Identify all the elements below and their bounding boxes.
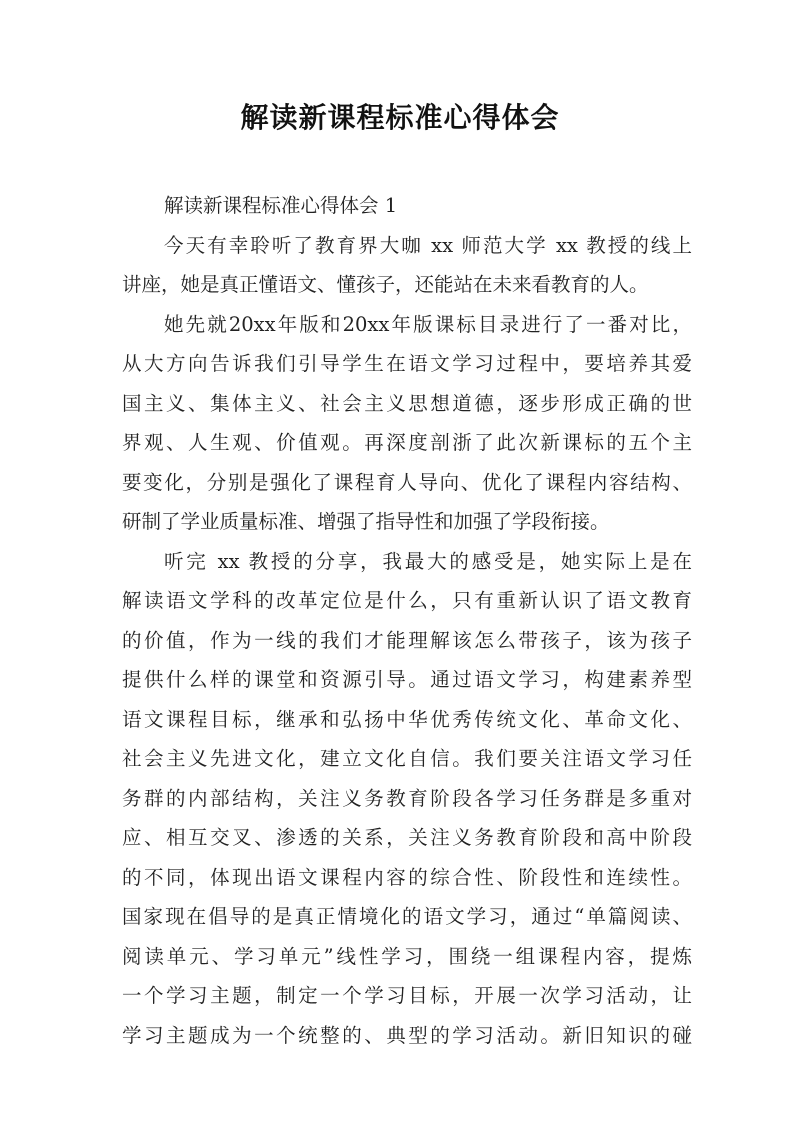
paragraph-line: 讲座，她是真正懂语文、懂孩子，还能站在未来看教育的人。 <box>122 273 649 296</box>
paragraph-line: 界观、人生观、价值观。再深度剖浙了此次新课标的五个主 <box>122 431 692 454</box>
paragraph-line: 国主义、集体主义、社会主义思想道德，逐步形成正确的世 <box>122 391 692 415</box>
paragraph-line: 的不同，体现出语文课程内容的综合性、阶段性和连续性。 <box>122 865 692 889</box>
paragraph-line: 阅读单元、学习单元”线性学习，围绕一组课程内容，提炼 <box>122 944 692 968</box>
paragraph-line: 她先就20xx年版和20xx年版课标目录进行了一番对比， <box>164 312 692 336</box>
document-body <box>122 186 692 1055</box>
paragraph-line: 解读语文学科的改革定位是什么，只有重新认识了语文教育 <box>122 589 692 612</box>
paragraph-line: 研制了学业质量标准、增强了指导性和加强了学段衔接。 <box>122 510 610 533</box>
document-title: 解读新课程标准心得体会 <box>240 101 560 134</box>
paragraph-line: 的价值，作为一线的我们才能理解该怎么带孩子，该为孩子 <box>122 628 692 652</box>
paragraph-line: 学习主题成为一个统整的、典型的学习活动。新旧知识的碰 <box>122 1023 692 1047</box>
paragraph-line: 应、相互交叉、渗透的关系，关注义务教育阶段和高中阶段 <box>122 826 692 849</box>
paragraph-line: 今天有幸聆听了教育界大咖 xx 师范大学 xx 教授的线上 <box>164 233 692 257</box>
paragraph-line: 一个学习主题，制定一个学习目标，开展一次学习活动，让 <box>122 984 692 1007</box>
paragraph-line: 务群的内部结构，关注义务教育阶段各学习任务群是多重对 <box>122 786 692 810</box>
section-heading: 解读新课程标准心得体会 1 <box>164 194 398 217</box>
paragraph-line: 语文课程目标，继承和弘扬中华优秀传统文化、革命文化、 <box>122 707 692 731</box>
paragraph-line: 国家现在倡导的是真正情境化的语文学习，通过“单篇阅读、 <box>122 905 692 928</box>
paragraph-line: 要变化，分别是强化了课程育人导向、优化了课程内容结构、 <box>122 470 692 494</box>
paragraph-line: 提供什么样的课堂和资源引导。通过语文学习，构建素养型 <box>122 668 692 691</box>
paragraph-line: 从大方向告诉我们引导学生在语文学习过程中，要培养其爱 <box>122 352 692 375</box>
paragraph-line: 社会主义先进文化，建立文化自信。我们要关注语文学习任 <box>122 747 692 770</box>
paragraph-line: 听完 xx 教授的分享，我最大的感受是，她实际上是在 <box>164 549 692 573</box>
